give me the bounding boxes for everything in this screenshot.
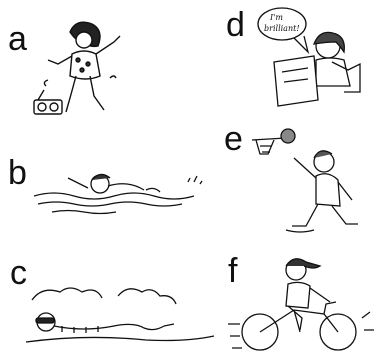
swimming-boy-icon	[32, 160, 222, 220]
label-b: b	[8, 154, 27, 192]
label-c: c	[10, 254, 27, 292]
girl-cycling-icon	[226, 254, 376, 358]
label-f: f	[228, 252, 238, 290]
boy-basketball-icon	[248, 126, 374, 242]
dancing-woman-radio-icon	[32, 16, 142, 126]
label-d: d	[226, 6, 245, 44]
bubble-line-2: brilliant!	[264, 24, 300, 33]
label-e: e	[224, 120, 243, 158]
label-a: a	[8, 20, 27, 58]
girl-reading-bubble-icon	[254, 4, 376, 112]
bubble-line-1: I'm	[270, 13, 283, 22]
sunbathing-man-icon	[22, 282, 218, 356]
